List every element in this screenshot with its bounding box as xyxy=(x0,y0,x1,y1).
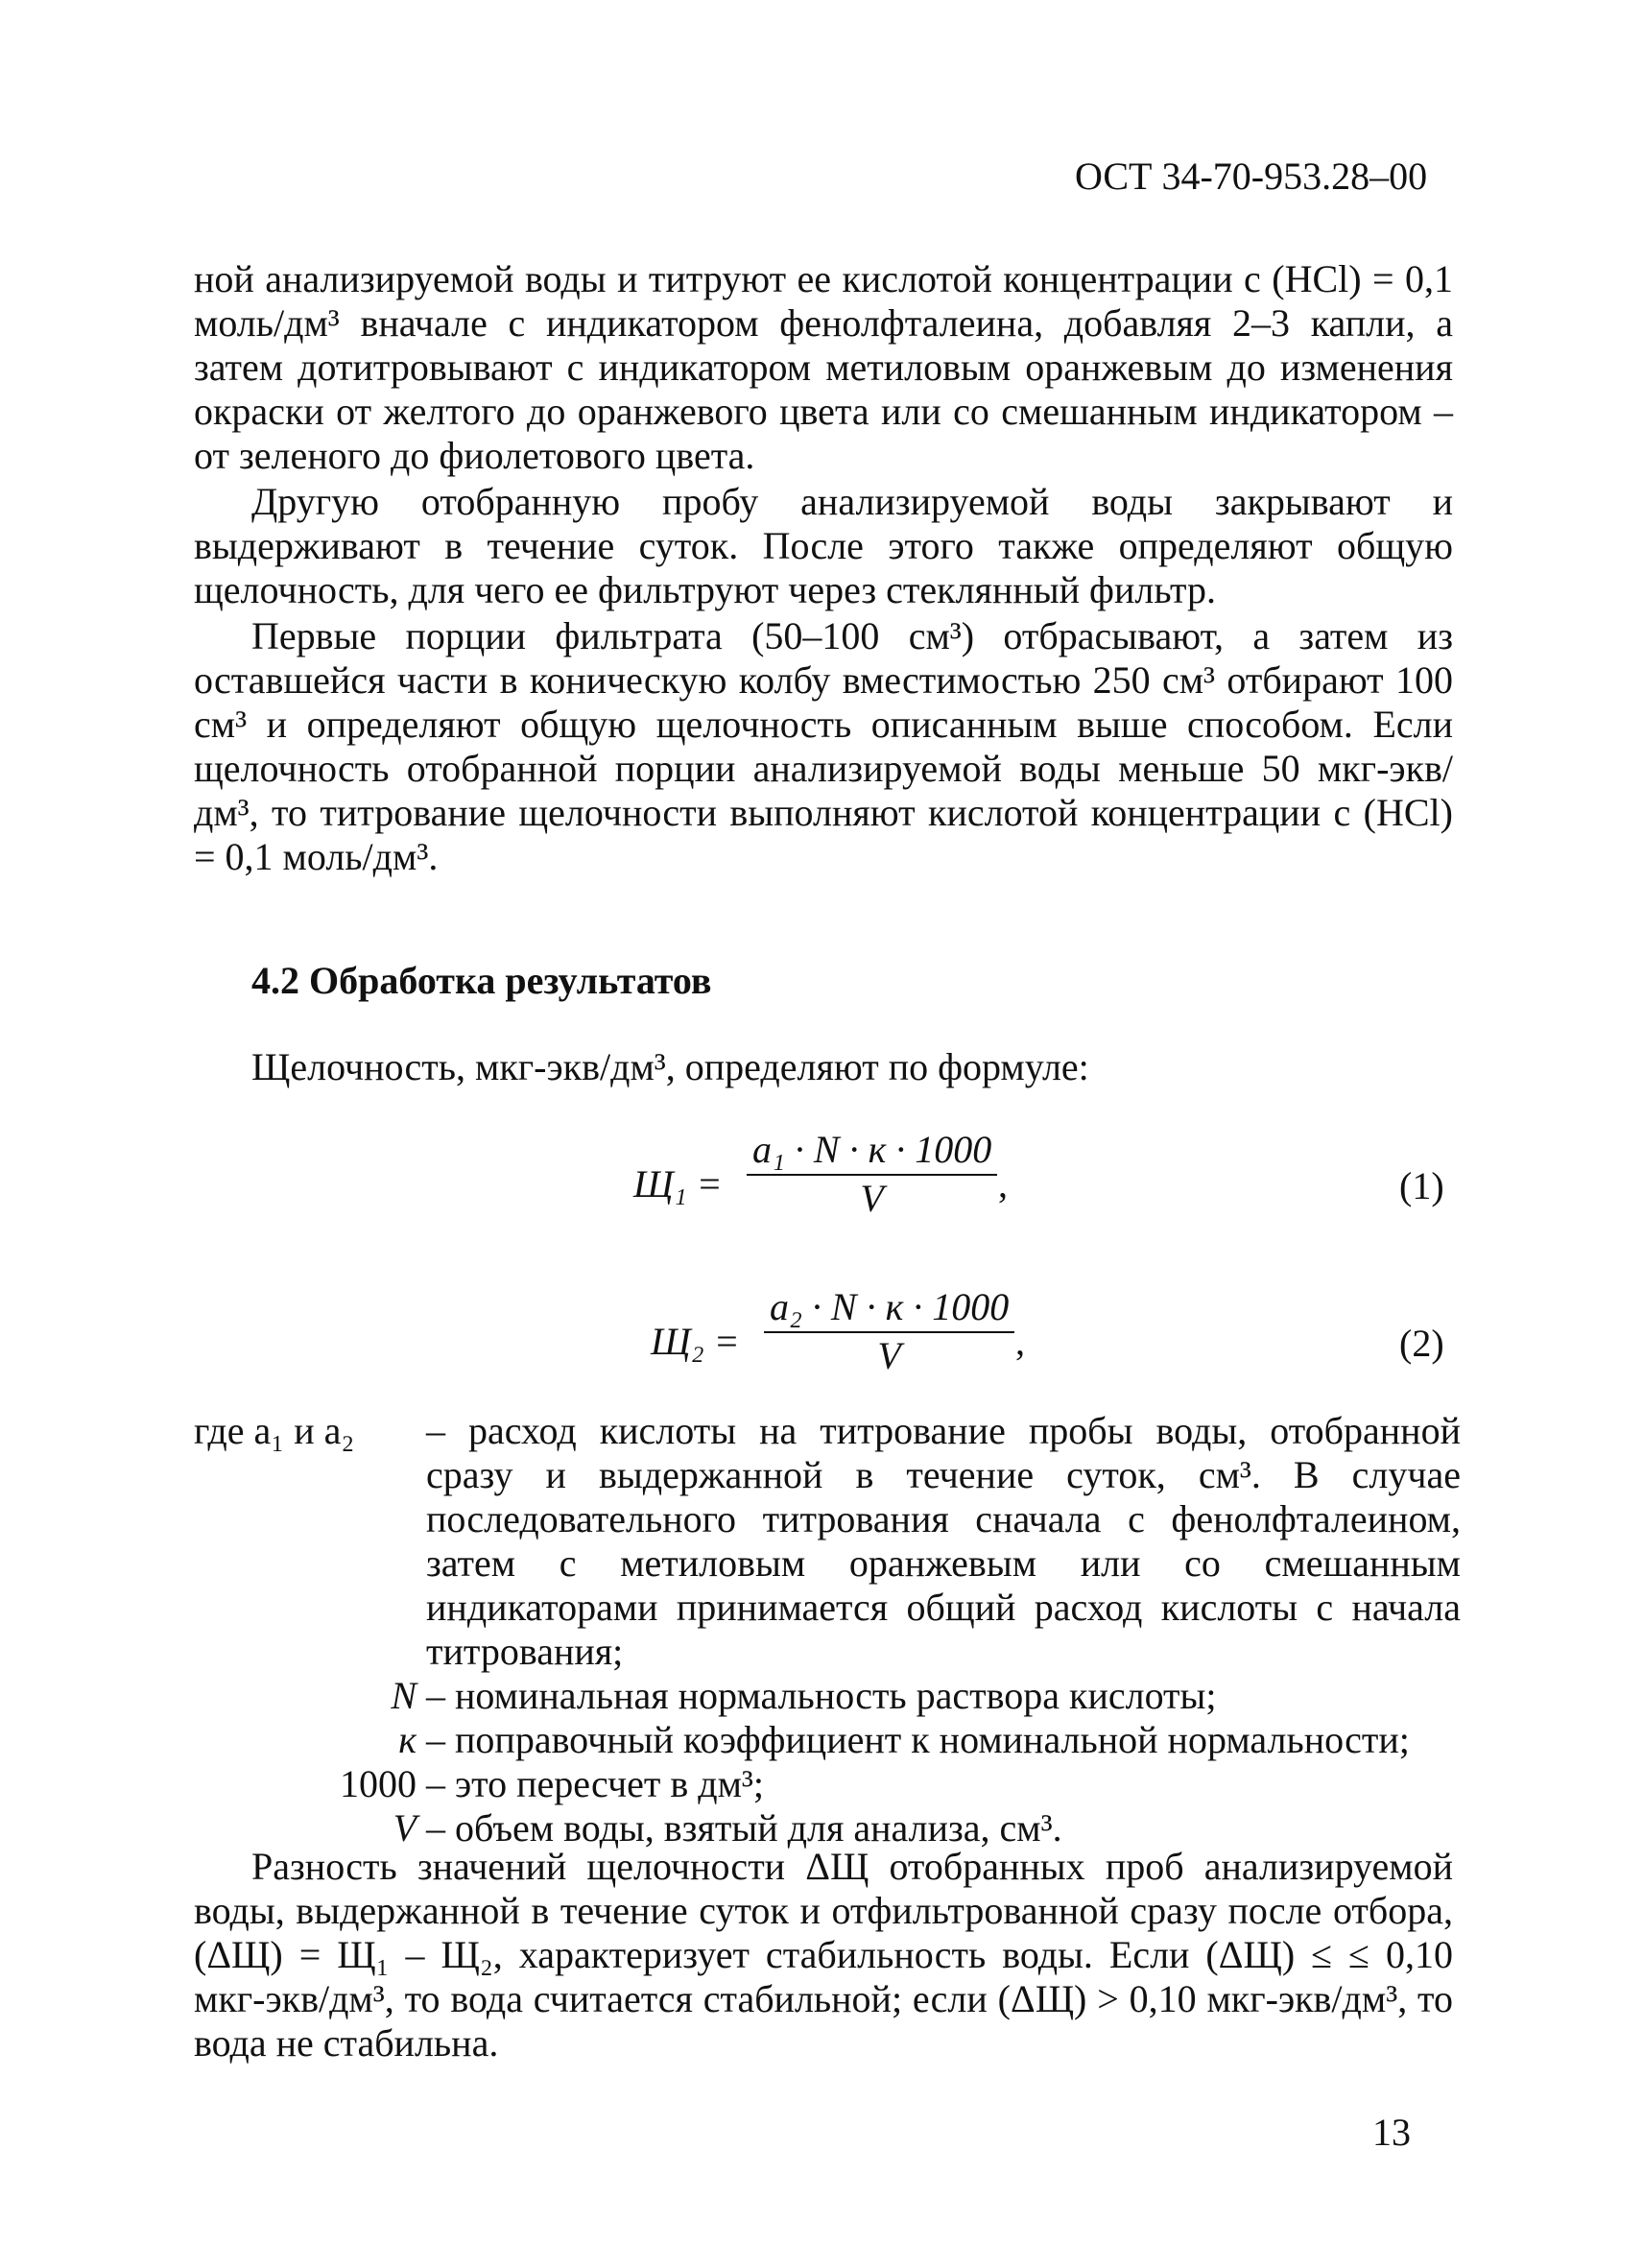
formula-1-number: (1) xyxy=(1399,1164,1444,1207)
formula-2-numerator: a₂ · N · к · 1000 xyxy=(770,1285,1010,1328)
paragraph-second-sample: Другую отобранную пробу анализируемой воды закрывают и выдерживают в течение суток. После этого также определяют общую щелочность, для чего ее фильтруют через стеклянный фильтр. xyxy=(194,480,1453,611)
formula-2 xyxy=(651,1285,1035,1388)
definition-text: – расход кислоты на титрование пробы воды, отобранной сразу и выдержанной в течение суток, см³. В случае последовательного титрования сначала с фенолфталеином, затем с метиловым оранжевым или со смешанным индикаторами принимается общий расход кислоты с начала титрования; xyxy=(426,1409,1461,1673)
formula-1-fraction xyxy=(747,1127,997,1221)
formula-2-lhs: Щ₂ = xyxy=(651,1320,740,1363)
definition-symbol: V xyxy=(393,1806,417,1850)
paragraph-filtrate: Первые порции фильтрата (50–100 см³) отбрасывают, а затем из оставшейся части в коническую колбу вместимостью 250 см³ отбирают 100 см³ и определяют общую щелочность описанным выше способом. Если щелочность отобранной порции анализируемой воды меньше 50 мкг-экв/дм³, то титрование щелочности выполняют кислотой концентрации с (HCl) = 0,1 моль/дм³. xyxy=(194,614,1453,878)
definition-row xyxy=(194,1718,1461,1762)
definitions-list xyxy=(194,1409,1461,1850)
body-text xyxy=(194,257,1453,879)
page-number: 13 xyxy=(1372,2111,1411,2154)
definition-symbol: к xyxy=(398,1718,417,1761)
paragraph-stability: Разность значений щелочности ΔЩ отобранных проб анализируемой воды, выдержанной в течение суток и отфильтрованной сразу после отбора, (ΔЩ) = Щ₁ – Щ₂, характеризует стабильность воды. Если (ΔЩ) ≤ ≤ 0,10 мкг-экв/дм³, то вода считается стабильной; если (ΔЩ) > 0,10 мкг-экв/дм³, то вода не стабильна. xyxy=(194,1845,1453,2065)
definition-text: – объем воды, взятый для анализа, см³. xyxy=(426,1806,1062,1850)
definition-text: – номинальная нормальность раствора кислоты; xyxy=(426,1674,1217,1717)
paragraph-continued: ной анализируемой воды и титруют ее кислотой концентрации с (HCl) = 0,1 моль/дм³ вначале с индикатором фенолфталеина, добавляя 2–3 капли, а затем дотитровывают с индикатором метиловым оранжевым до изменения окраски от желтого до оранжевого цвета или со смешанным индикатором – от зеленого до фиолетового цвета. xyxy=(194,257,1453,477)
definition-text: – это пересчет в дм³; xyxy=(426,1762,764,1805)
definition-symbol: 1000 xyxy=(340,1762,417,1805)
stability-paragraph xyxy=(194,1845,1453,2065)
definition-row xyxy=(194,1762,1461,1806)
definition-text: – поправочный коэффициент к номинальной нормальности; xyxy=(426,1718,1410,1761)
section-heading: 4.2 Обработка результатов xyxy=(251,959,712,1002)
formula-1-numerator: a₁ · N · к · 1000 xyxy=(752,1128,992,1171)
definition-row xyxy=(194,1674,1461,1718)
formula-1-comma: , xyxy=(998,1162,1008,1206)
formula-1-denominator: V xyxy=(747,1174,997,1221)
formula-1-lhs: Щ₁ = xyxy=(633,1162,723,1206)
document-code: ОСТ 34-70-953.28–00 xyxy=(1075,155,1428,198)
formula-1 xyxy=(633,1128,1017,1230)
formula-lead-text: Щелочность, мкг-экв/дм³, определяют по формуле: xyxy=(251,1045,1089,1088)
definition-symbol: N xyxy=(391,1674,417,1717)
formula-2-comma: , xyxy=(1015,1320,1025,1363)
formula-2-fraction xyxy=(764,1284,1014,1378)
definition-row xyxy=(194,1409,1461,1674)
definition-symbol: где a₁ и a₂ xyxy=(194,1409,355,1452)
formula-2-denominator: V xyxy=(764,1331,1014,1378)
formula-2-number: (2) xyxy=(1399,1322,1444,1365)
